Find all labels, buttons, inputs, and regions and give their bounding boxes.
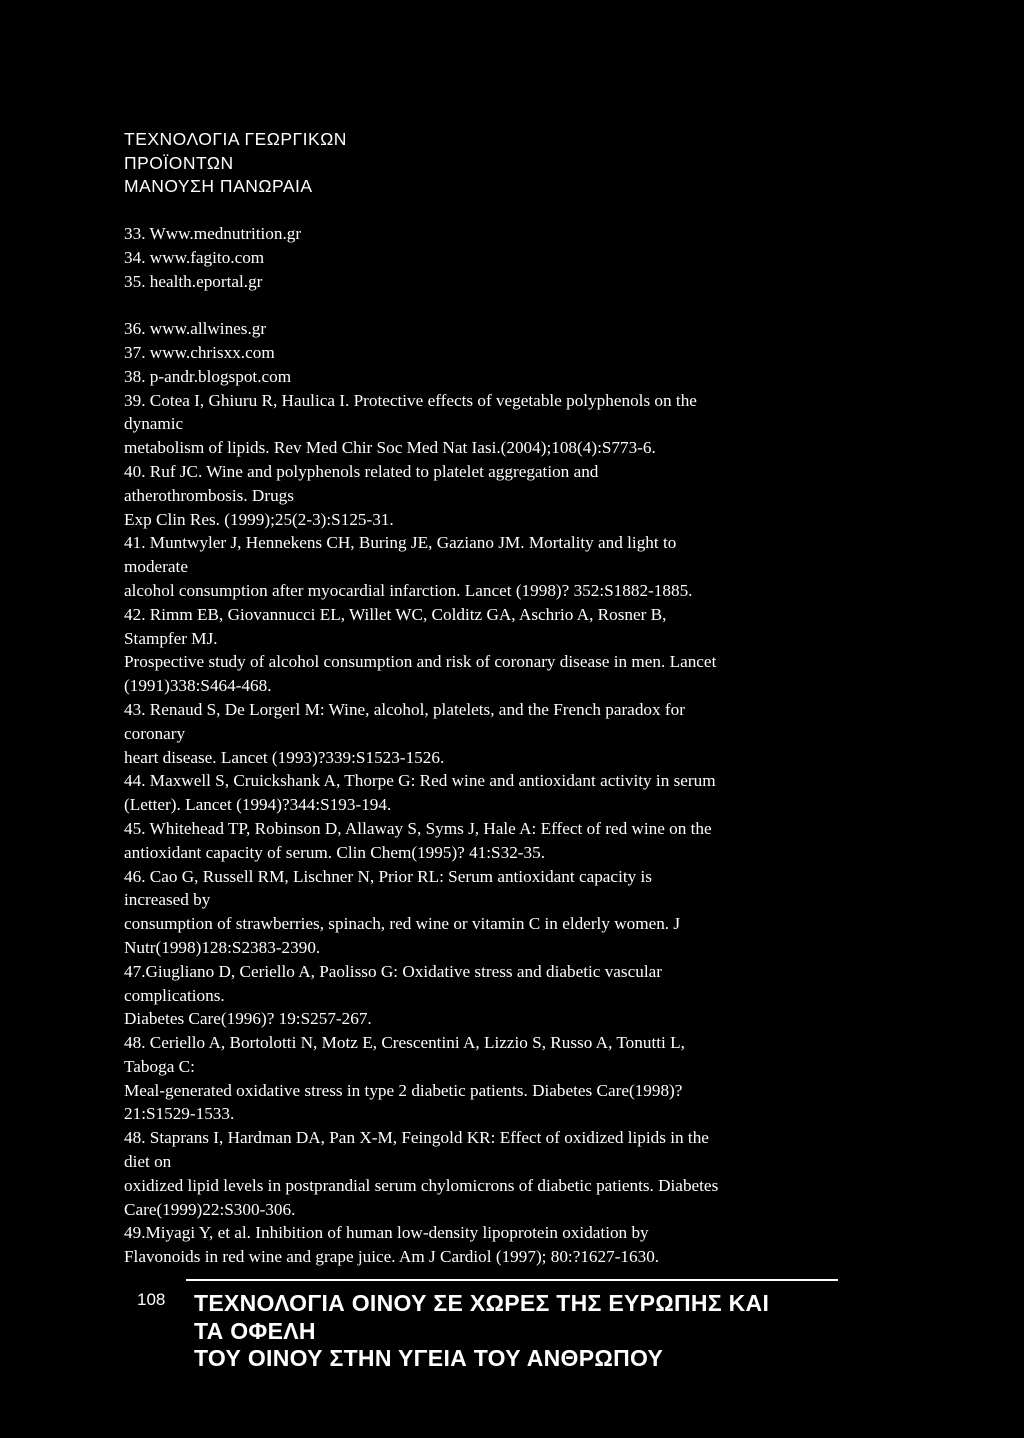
reference-line: Stampfer MJ. [124,628,218,648]
reference-line: antioxidant capacity of serum. Clin Chem(1995)? 41:S32-35. [124,842,546,862]
reference-line: 44. Maxwell S, Cruickshank A, Thorpe G: Red wine and antioxidant activity in serum [124,771,716,791]
footer-divider [186,1279,838,1281]
reference-line: diet on [124,1152,172,1172]
header-line: ΜΑΝΟΥΣΗ ΠΑΝΩΡΑΙΑ [124,176,313,196]
reference-line: 35. health.eportal.gr [124,271,263,291]
reference-line: Prospective study of alcohol consumption and risk of coronary disease in men. Lancet [124,652,717,672]
reference-line: 46. Cao G, Russell RM, Lischner N, Prior RL: Serum antioxidant capacity is [124,866,652,886]
reference-line: (Letter). Lancet (1994)?344:S193-194. [124,795,392,815]
reference-line: 36. www.allwines.gr [124,319,267,339]
page-number: 108 [137,1290,166,1309]
reference-line: 48. Ceriello A, Bortolotti N, Motz E, Crescentini A, Lizzio S, Russo A, Tonutti L, [124,1033,685,1053]
reference-list [124,222,924,1269]
reference-line: Flavonoids in red wine and grape juice. Am J Cardiol (1997); 80:?1627-1630. [124,1247,660,1267]
reference-line: Care(1999)22:S300-306. [124,1199,296,1219]
reference-line: complications. [124,985,225,1005]
footer-title-line: ΤΕΧΝΟΛΟΓΙΑ ΟΙΝΟΥ ΣΕ ΧΩΡΕΣ ΤΗΣ ΕΥΡΩΠΗΣ ΚΑΙ [194,1290,770,1316]
reference-line: 34. www.fagito.com [124,247,265,267]
header-line: ΠΡΟΪΟΝΤΩΝ [124,152,234,173]
reference-line: heart disease. Lancet (1993)?339:S1523-1526. [124,747,445,767]
reference-line: 48. Staprans I, Hardman DA, Pan X-M, Feingold KR: Effect of oxidized lipids in the [124,1128,709,1148]
reference-line: increased by [124,890,211,910]
reference-line: Diabetes Care(1996)? 19:S257-267. [124,1009,372,1029]
reference-line: dynamic [124,414,184,434]
reference-line: 43. Renaud S, De Lorgerl M: Wine, alcohol, platelets, and the French paradox for [124,699,685,719]
header-line: ΤΕΧΝΟΛΟΓΙΑ ΓΕΩΡΓΙΚΩΝ [124,129,347,149]
reference-line: 33. Www.mednutrition.gr [124,224,302,243]
reference-line: 41. Muntwyler J, Hennekens CH, Buring JE, Gaziano JM. Mortality and light to [124,533,677,553]
reference-line: Nutr(1998)128:S2383-2390. [124,937,321,957]
reference-line: Taboga C: [124,1056,195,1076]
reference-line: 45. Whitehead TP, Robinson D, Allaway S, Syms J, Hale A: Effect of red wine on the [124,818,712,838]
reference-line: 37. www.chrisxx.com [124,342,275,362]
reference-line: coronary [124,723,186,743]
footer-title [194,1290,769,1373]
reference-line: 49.Miyagi Y, et al. Inhibition of human low-density lipoprotein oxidation by [124,1223,649,1243]
reference-line: (1991)338:S464-468. [124,676,272,696]
footer-title-line: ΤΟΥ ΟΙΝΟΥ ΣΤΗΝ ΥΓΕΙΑ ΤΟΥ ΑΝΘΡΩΠΟΥ [194,1345,664,1371]
reference-line: alcohol consumption after myocardial infarction. Lancet (1998)? 352:S1882-1885. [124,580,693,600]
footer-title-line: ΤΑ ΟΦΕΛΗ [194,1317,316,1344]
reference-line: 39. Cotea I, Ghiuru R, Haulica I. Protective effects of vegetable polyphenols on the [124,390,697,410]
reference-line: 42. Rimm EB, Giovannucci EL, Willet WC, Colditz GA, Aschrio A, Rosner B, [124,604,667,624]
reference-line: consumption of strawberries, spinach, red wine or vitamin C in elderly women. J [124,914,681,934]
reference-line: 47.Giugliano D, Ceriello A, Paolisso G: Oxidative stress and diabetic vascular [124,961,662,981]
reference-gap [124,293,924,317]
reference-line: atherothrombosis. Drugs [124,485,294,505]
reference-line: 38. p-andr.blogspot.com [124,366,292,386]
reference-line: moderate [124,557,188,577]
reference-line: metabolism of lipids. Rev Med Chir Soc Med Nat Iasi.(2004);108(4):S773-6. [124,438,656,458]
reference-line: 21:S1529-1533. [124,1104,235,1124]
reference-line: Meal-generated oxidative stress in type 2 diabetic patients. Diabetes Care(1998)? [124,1080,683,1100]
reference-line: Exp Clin Res. (1999);25(2-3):S125-31. [124,509,394,529]
page-header [124,128,347,199]
reference-line: 40. Ruf JC. Wine and polyphenols related to platelet aggregation and [124,461,599,481]
reference-line: oxidized lipid levels in postprandial serum chylomicrons of diabetic patients. Diabetes [124,1175,719,1195]
